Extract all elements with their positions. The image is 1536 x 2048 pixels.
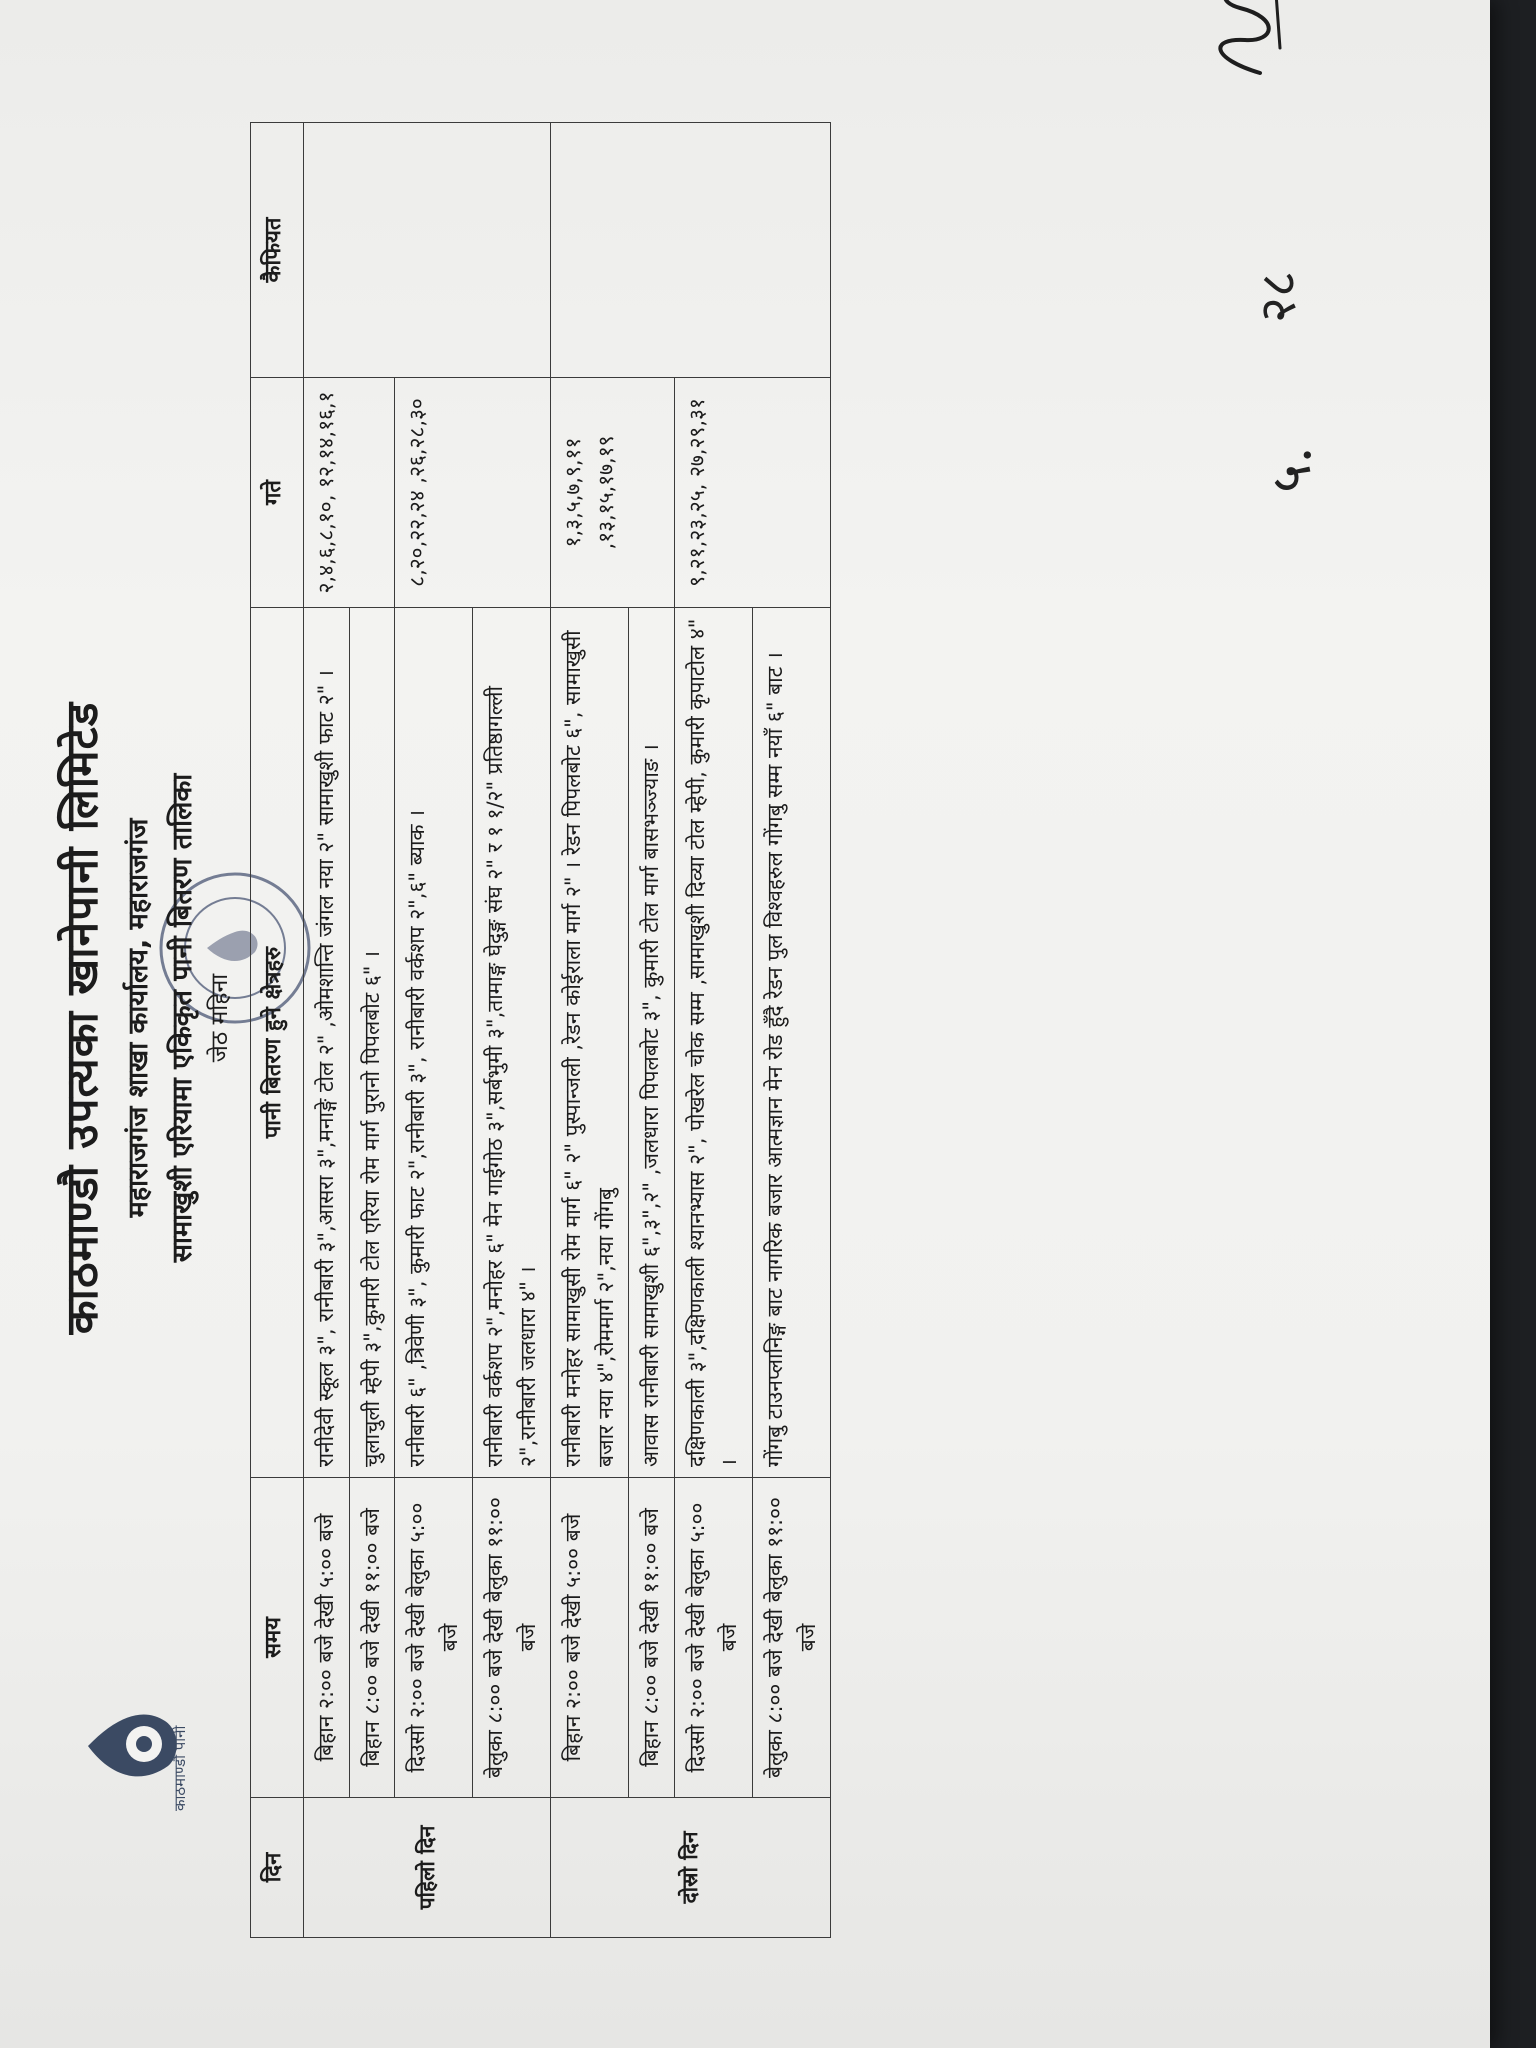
day-cell-second: दोस्रो दिन (551, 1798, 831, 1938)
column-header-remarks: कैफियत (251, 123, 304, 378)
areas-cell: चुलाचुली म्हेपी ३",कुमारी टोल एरिया रोम मार्ग पुरानो पिपलबोट ६" । (349, 608, 395, 1478)
column-header-day: दिन (251, 1798, 304, 1938)
month-label: जेठ महिना (207, 973, 233, 1063)
dates-cell: ९,२१,२३,२५, २७,२९,३१ (674, 378, 830, 608)
areas-cell: रानीबारी मनोहर सामाखुसी रोम मार्ग ६" २" पुस्पान्जली ,रेडन कोईराला मार्ग २" । रेडन पिपलबोट ६", सामाखुसी बजार नया ४",रोममार्ग २",नया गोंगबु (551, 608, 629, 1478)
time-cell: बिहान २:०० बजे देखी ५:०० बजे (304, 1478, 350, 1798)
remarks-cell (304, 123, 551, 378)
organization-title: काठमाण्डौ उपत्यका खानेपानी लिमिटेड (57, 701, 108, 1335)
column-header-time: समय (251, 1478, 304, 1798)
day-cell-first: पहिलो दिन (304, 1798, 551, 1938)
logo-text: काठमाण्डौ पानी (171, 1725, 189, 1811)
time-cell: बेलुका ८:०० बजे देखी बेलुका ११:०० बजे (473, 1478, 551, 1798)
document-heading: सामाखुशी एरियामा एकिकृत पानी बितरण तालिका (167, 773, 198, 1263)
dates-cell: २,४,६,८,१०, १२,१४,१६,१ (304, 378, 395, 608)
time-cell: दिउसो २:०० बजे देखी बेलुका ५:०० बजे (674, 1478, 752, 1798)
time-cell: बिहान ८:०० बजे देखी ११:०० बजे (349, 1478, 395, 1798)
areas-cell: रानीबारी वर्कशप २",मनोहर ६" मेन गाईगोठ ३",सर्बभुमी ३",तामाङ्ग घेदुङ्ग संघ २" र १ १/२" प्रतिष्ठागल्ली २",रानीबारी जलधारा ४" । (473, 608, 551, 1478)
table-row (551, 123, 629, 1938)
dates-cell: ८,२०,२२,२४ ,२६,२८,३० (395, 378, 551, 608)
water-distribution-table (250, 122, 831, 1938)
table-header-row (251, 123, 304, 1938)
office-subtitle: महाराजगंज शाखा कार्यालय, महाराजगंज (123, 818, 154, 1218)
time-cell: बेलुका ८:०० बजे देखी बेलुका ११:०० बजे (753, 1478, 831, 1798)
areas-cell: दक्षिणकाली ३",दक्षिणकाली श्यानभ्यास २", पोखरेल चोक सम्म ,सामाखुशी दिव्या टोल म्हेपी, कुमारी कृपाटोल ४" । (674, 608, 752, 1478)
handwritten-text-1: ५. (1259, 446, 1324, 493)
areas-cell: रानीदेवी स्कूल ३", रानीबारी ३",आसरा ३",मनाङ्गे टोल २" ,ओमशान्ति जंगल नया २" सामाखुशी फाट २" । (304, 608, 350, 1478)
handwritten-mark-28 (1235, 238, 1315, 328)
table-row (304, 123, 350, 1938)
areas-cell: गोंगबु टाउनप्लानिङ्ग बाट नागरिक बजार आत्मज्ञान मेन रोड हुँदै रेडन पुल विश्वहरुल गोंगबु सम्म नयाँ ६" बाट । (753, 608, 831, 1478)
dates-cell: १,३,५,७,९,११ ,१३,१५,१७,१९ (551, 378, 675, 608)
time-cell: दिउसो २:०० बजे देखी बेलुका ५:०० बजे (395, 1478, 473, 1798)
handwritten-mark-5 (1245, 413, 1335, 503)
time-cell: बिहान २:०० बजे देखी ५:०० बजे (551, 1478, 629, 1798)
time-cell: बिहान ८:०० बजे देखी ११:०० बजे (629, 1478, 675, 1798)
signature (1190, 0, 1300, 88)
remarks-cell (551, 123, 831, 378)
table-row (674, 123, 752, 1938)
kukl-logo (80, 1686, 190, 1816)
areas-cell: आवास रानीबारी सामाखुशी ६",३",२" ,जलधारा पिपलबोट ३", कुमारी टोल मार्ग बासभञ्ज्याङ । (629, 608, 675, 1478)
column-header-dates: गते (251, 378, 304, 608)
table-row (395, 123, 473, 1938)
column-header-areas: पानी बितरण हुने क्षेत्रहरु (251, 608, 304, 1478)
areas-cell: रानीबारी ६" ,त्रिवेणी ३", कुमारी फाट २",रानीबारी ३", रानीबारी वर्कशप २",६" ब्याक । (395, 608, 473, 1478)
handwritten-text-2: २८ (1249, 271, 1307, 323)
